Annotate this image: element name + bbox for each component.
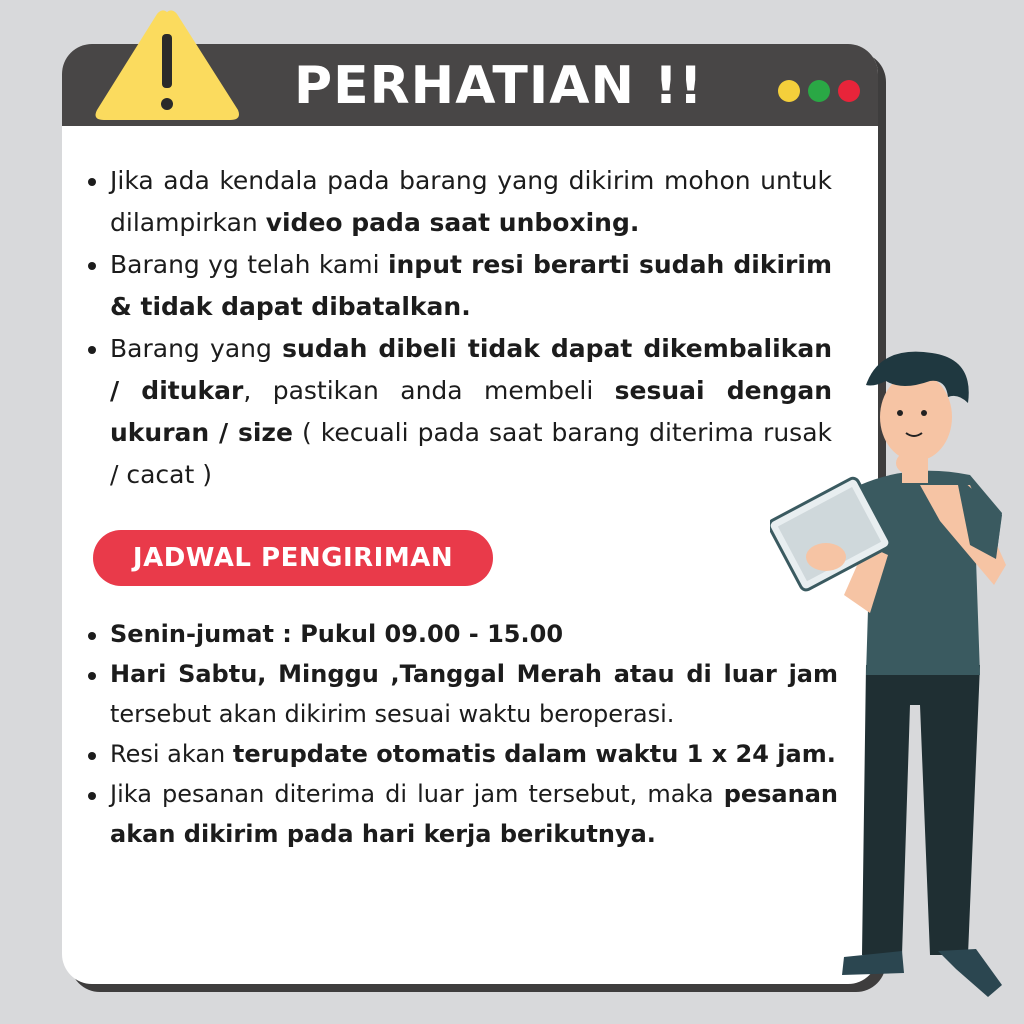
text: Resi akan [110,740,233,768]
bold-text: Senin-jumat : Pukul 09.00 - 15.00 [110,620,564,648]
text: Jika pesanan diterima di luar jam tersebut, maka [110,780,724,808]
notice-item [86,160,832,244]
text: Barang yang [110,334,283,363]
red-dot [838,80,860,102]
yellow-dot [778,80,800,102]
bold-text: input resi berarti sudah dikirim & tidak dapat dibatalkan. [110,250,832,321]
thinking-man-illustration [770,345,1010,1005]
text: tersebut akan dikirim sesuai waktu beroperasi. [110,700,675,728]
text: ( kecuali pada saat barang diterima rusak / cacat ) [110,418,832,489]
text: , pastikan anda membeli [243,376,615,405]
schedule-label-pill: JADWAL PENGIRIMAN [93,530,493,586]
page-title: PERHATIAN !! [294,56,704,116]
bold-text: sesuai dengan ukuran / size [110,376,833,447]
warning-triangle-icon [92,8,242,124]
schedule-item [86,774,838,854]
green-dot [808,80,830,102]
window-dots [778,80,860,102]
bold-text: sudah dibeli tidak dapat dikembalikan / ditukar [110,334,832,405]
schedule-list [86,614,838,854]
bold-text: pesanan akan dikirim pada hari kerja berikutnya. [110,780,838,848]
notice-item [86,244,832,328]
schedule-item [86,654,838,734]
schedule-item [86,614,838,654]
notice-item [86,328,832,496]
schedule-section [86,614,838,854]
text: Jika ada kendala pada barang yang dikirim mohon untuk dilampirkan [110,166,832,237]
bold-text: terupdate otomatis dalam waktu 1 x 24 jam. [232,740,836,768]
text: Barang yg telah kami [110,250,388,279]
bold-text: video pada saat unboxing. [265,208,640,237]
notice-list [86,160,832,496]
notice-section [86,160,832,496]
bold-text: Hari Sabtu, Minggu ,Tanggal Merah atau di luar jam [110,660,838,688]
schedule-item [86,734,838,774]
